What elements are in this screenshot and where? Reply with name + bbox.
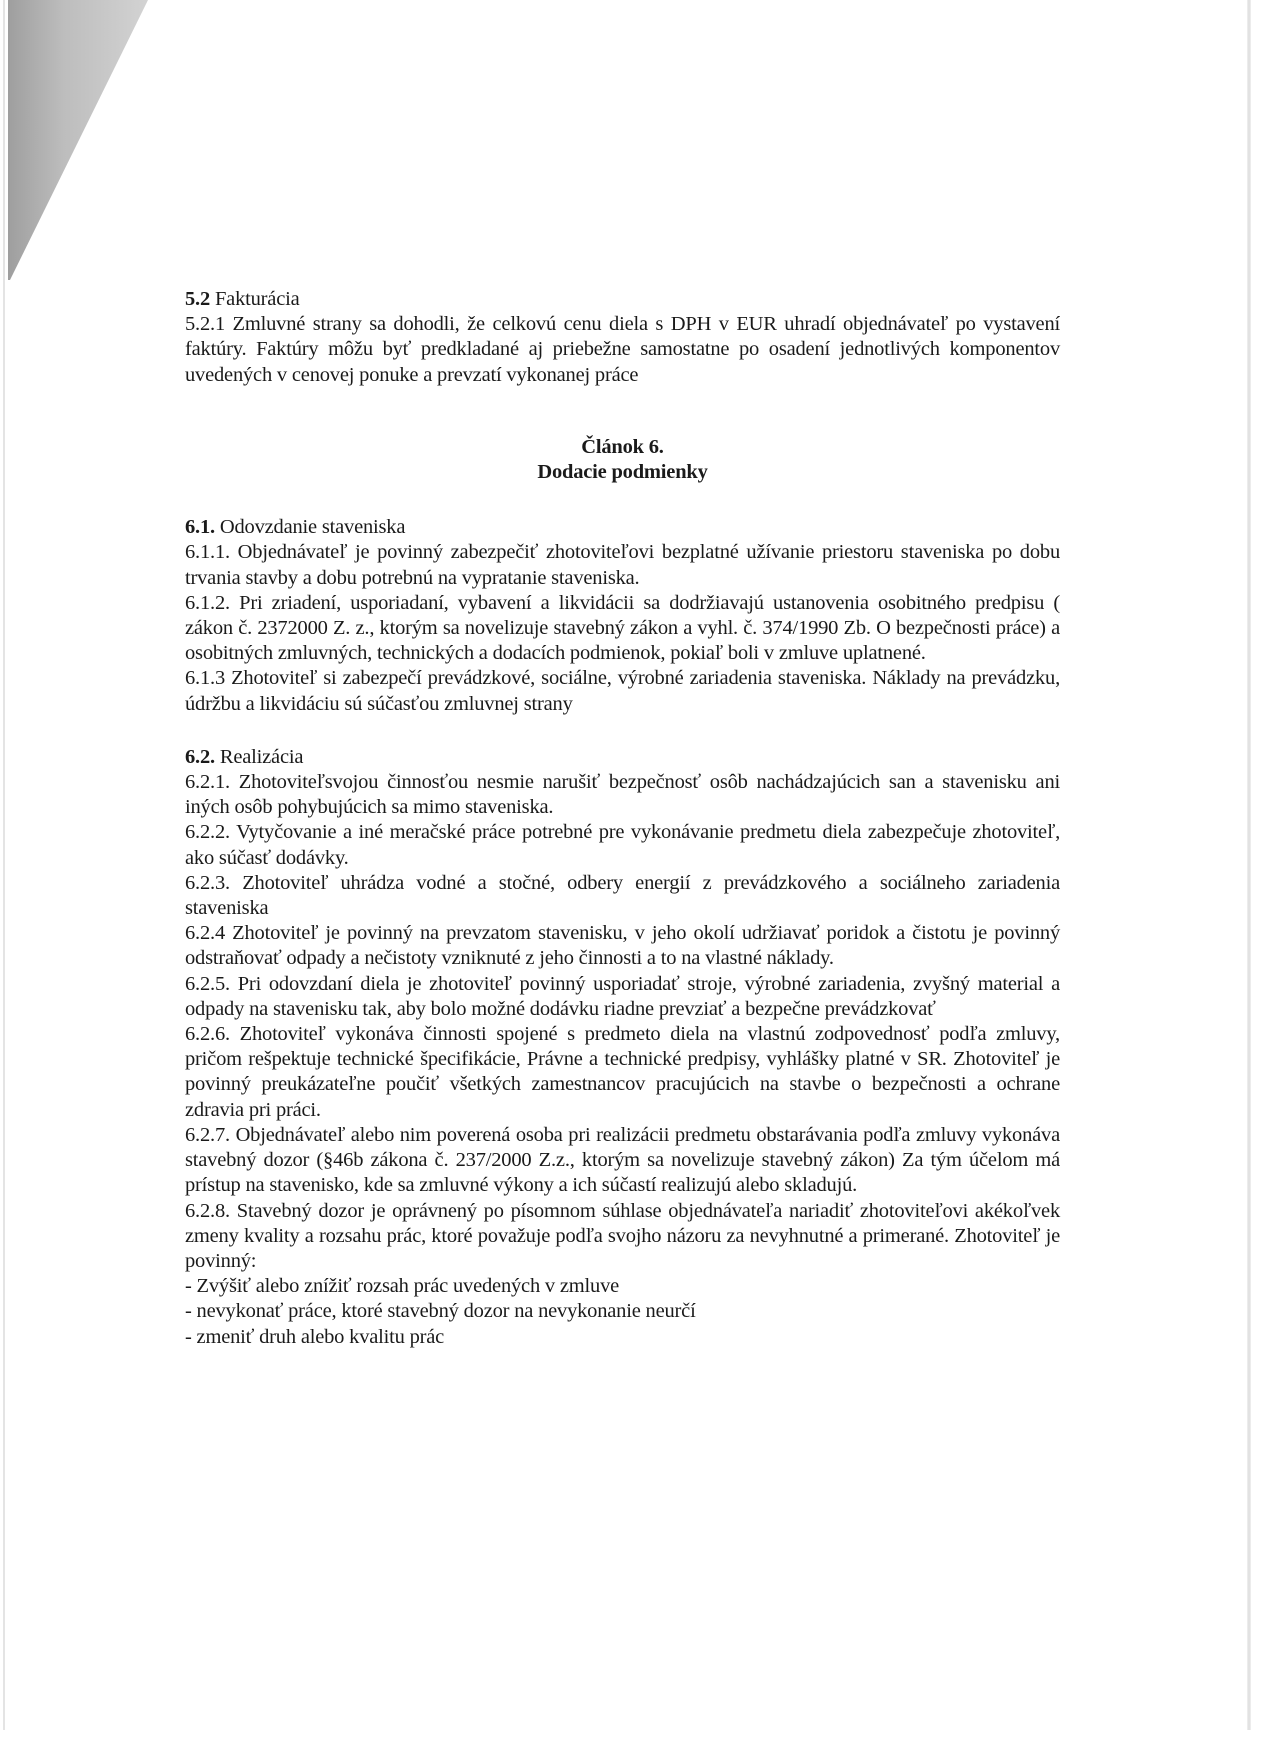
paragraph-6-2-7: 6.2.7. Objednávateľ alebo nim poverená osoba pri realizácii predmetu obstarávania podľa zmluvy vykonáva stavebný dozor (§46b zákona č. 237/2000 Z.z., ktorým sa novelizuje stavebný zákon) Za tým účelom má prístup na stavenisko, kde sa zmluvné výkony a ich súčastí realizujú alebo skladujú. bbox=[185, 1123, 1060, 1197]
scan-left-edge bbox=[3, 0, 5, 1730]
paragraph-6-2-3: 6.2.3. Zhotoviteľ uhrádza vodné a stočné, odbery energií z prevádzkového a sociálneho zariadenia staveniska bbox=[185, 871, 1060, 920]
list-item: - zmeniť druh alebo kvalitu prác bbox=[185, 1325, 445, 1348]
scan-shadow bbox=[0, 0, 160, 290]
paragraph-6-1-1: 6.1.1. Objednávateľ je povinný zabezpečiť zhotoviteľovi bezplatné užívanie priestoru staveniska po dobu trvania stavby a dobu potrebnú na vypratanie staveniska. bbox=[185, 541, 1060, 589]
paragraph-6-2-2: 6.2.2. Vytyčovanie a iné meračské práce potrebné pre vykonávanie predmetu diela zabezpečuje zhotoviteľ, ako súčasť dodávky. bbox=[185, 821, 1060, 869]
section-number: 6.2. bbox=[185, 745, 215, 768]
section-title: Fakturácia bbox=[214, 288, 300, 310]
paragraph-6-2-5: 6.2.5. Pri odovzdaní diela je zhotoviteľ povinný usporiadať stroje, výrobné zariadenia, zvyšný material a odpady na stavenisku tak, aby bolo možné dodávku riadne prevziať a bezpečne prevádzkovať bbox=[185, 972, 1060, 1020]
paragraph-5-2-1: 5.2.1 Zmluvné strany sa dohodli, že celkovú cenu diela s DPH v EUR uhradí objednávateľ po vystavení faktúry. Faktúry môžu byť predkladané aj priebežne samostatne po osadení jednotlivých komponentov uvedených v cenovej ponuke a prevzatí vykonanej práce bbox=[185, 313, 1060, 386]
section-heading-5-2 bbox=[185, 287, 1060, 312]
article-number: Článok 6. bbox=[581, 435, 664, 458]
section-number: 5.2 bbox=[185, 288, 211, 310]
article-title: Dodacie podmienky bbox=[537, 461, 708, 484]
scan-right-edge bbox=[1247, 0, 1251, 1730]
paragraph-6-2-6: 6.2.6. Zhotoviteľ vykonáva činnosti spojené s predmeto diela na vlastnú zodpovednosť podľa zmluvy, pričom rešpektuje technické špecifikácie, Právne a technické predpisy, vyhlášky platné v SR. Zhotoviteľ je povinný preukázateľne poučiť všetkých zamestnancov pracujúcich na stavbe o bezpečnosti a ochrane zdravia pri práci. bbox=[185, 1023, 1060, 1121]
list-item: - nevykonať práce, ktoré stavebný dozor na nevykonanie neurčí bbox=[185, 1300, 696, 1323]
section-number: 6.1. bbox=[185, 516, 215, 539]
section-title: Odovzdanie staveniska bbox=[219, 516, 406, 539]
paragraph-6-2-8: 6.2.8. Stavebný dozor je oprávnený po písomnom súhlase objednávateľa nariadiť zhotoviteľovi akékoľvek zmeny kvality a rozsahu prác, ktoré považuje podľa svojho názoru za nevyhnutné a primerané. Zhotoviteľ je povinný: bbox=[185, 1199, 1060, 1272]
paragraph-6-1-3: 6.1.3 Zhotoviteľ si zabezpečí prevádzkové, sociálne, výrobné zariadenia staveniska. Náklady na prevádzku, údržbu a likvidáciu sú súčasťou zmluvnej strany bbox=[185, 667, 1060, 715]
paragraph-6-2-1: 6.2.1. Zhotoviteľsvojou činnosťou nesmie narušiť bezpečnosť osôb nachádzajúcich san a stavenisku ani iných osôb pohybujúcich sa mimo staveniska. bbox=[185, 771, 1060, 819]
paragraph-6-1-2: 6.1.2. Pri zriadení, usporiadaní, vybavení a likvidácii sa dodržiavajú ustanovenia osobitného predpisu ( zákon č. 2372000 Z. z., ktorým sa novelizuje stavebný zákon a vyhl. č. 374/1990 Zb. O bezpečnosti práce) a osobitných zmluvných, technických a dodacích podmienok, pokiaľ boli v zmluve uplatnené. bbox=[185, 591, 1060, 665]
document-page bbox=[185, 287, 1060, 1350]
section-heading-6-2 bbox=[185, 745, 1060, 770]
paragraph-6-2-4: 6.2.4 Zhotoviteľ je povinný na prevzatom stavenisku, v jeho okolí udržiavať poridok a čistotu je povinný odstraňovať odpady a nečistoty vzniknuté z jeho činnosti a to na vlastné náklady. bbox=[185, 922, 1060, 970]
list-item: - Zvýšiť alebo znížiť rozsah prác uvedených v zmluve bbox=[185, 1275, 620, 1298]
section-title: Realizácia bbox=[219, 745, 304, 768]
section-heading-6-1 bbox=[185, 515, 1060, 540]
